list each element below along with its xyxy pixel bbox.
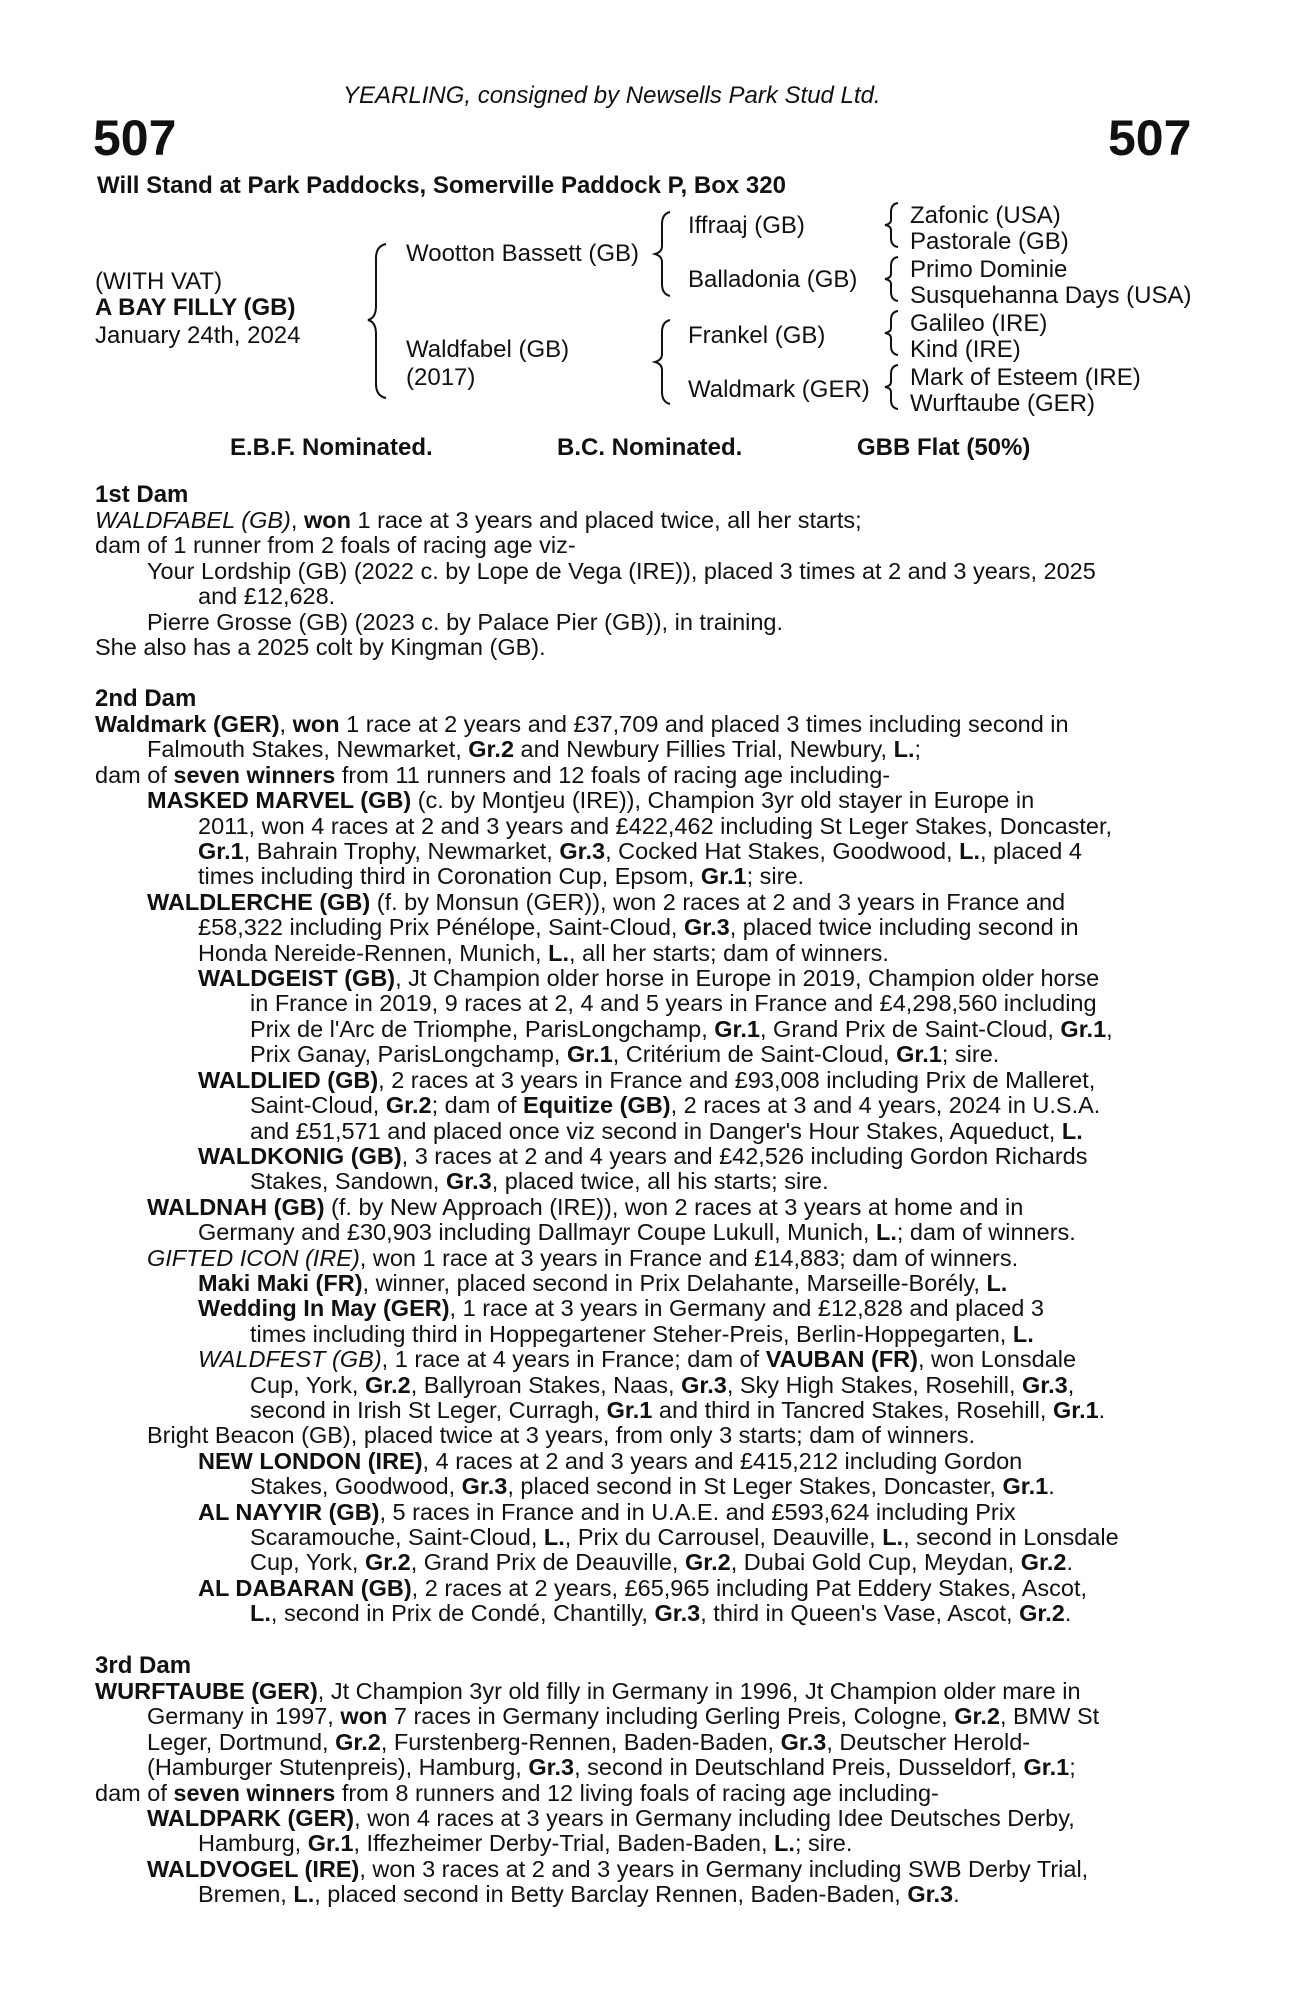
pedigree-g2: Pastorale (GB) [910, 228, 1069, 255]
third-dam-heading: 3rd Dam [95, 1652, 192, 1679]
pedigree-brace-dam [652, 316, 674, 408]
gbb-nomination: GBB Flat (50%) [857, 434, 1031, 461]
pedigree-brace-g56 [882, 308, 902, 358]
pedigree-brace-main [364, 236, 394, 406]
pedigree-brace-g34 [882, 254, 902, 304]
first-dam-heading: 1st Dam [95, 481, 189, 508]
lot-number-right: 507 [1108, 110, 1192, 166]
pedigree-g7: Mark of Esteem (IRE) [910, 364, 1141, 391]
pedigree-brace-sire [652, 208, 674, 300]
pedigree-g6: Kind (IRE) [910, 336, 1021, 363]
ebf-nomination: E.B.F. Nominated. [230, 434, 433, 461]
pedigree-sire-sire: Iffraaj (GB) [688, 212, 805, 239]
third-dam-section [95, 1653, 1099, 1908]
pedigree-g1: Zafonic (USA) [910, 202, 1061, 229]
second-dam-heading: 2nd Dam [95, 685, 197, 712]
vat-label: (WITH VAT) [95, 268, 223, 295]
second-dam-text: Waldmark (GER), won 1 race at 2 years and £37,709 and placed 3 times including second in Falmouth Stakes, Newmarket, Gr.2 and Newbury Fillies Trial, Newbury, L.; dam of seven winners from 11 runners and 12 foals of racing age including- MASKED MARVEL (GB) (c. by Montjeu (IRE)), Champion 3yr old stayer in Europe in 2011, won 4 races at 2 and 3 years and £422,462 including St Leger Stakes, Doncaster, Gr.1, Bahrain Trophy, Newmarket, Gr.3, Cocked Hat Stakes, Goodwood, L., placed 4 times including third in Coronation Cup, Epsom, Gr.1; sire. WALDLERCHE (GB) (f. by Monsun (GER)), won 2 races at 2 and 3 years in France and £58,322 including Prix Pénélope, Saint-Cloud, Gr.3, placed twice including second in Honda Nereide-Rennen, Munich, L., all her starts; dam of winners. WALDGEIST (GB), Jt Champion older horse in Europe in 2019, Champion older horse in France in 2019, 9 races at 2, 4 and 5 years in France and £4,298,560 including Prix de l'Arc de Triomphe, ParisLongchamp, Gr.1, Grand Prix de Saint-Cloud, Gr.1, Prix Ganay, ParisLongchamp, Gr.1, Critérium de Saint-Cloud, Gr.1; sire. WALDLIED (GB), 2 races at 3 years in France and £93,008 including Prix de Malleret, Saint-Cloud, Gr.2; dam of Equitize (GB), 2 races at 3 and 4 years, 2024 in U.S.A. and £51,571 and placed once viz second in Danger's Hour Stakes, Aqueduct, L. WALDKONIG (GB), 3 races at 2 and 4 years and £42,526 including Gordon Richards Stakes, Sandown, Gr.3, placed twice, all his starts; sire. WALDNAH (GB) (f. by New Approach (IRE)), won 2 races at 3 years at home and in Germany and £30,903 including Dallmayr Coupe Lukull, Munich, L.; dam of winners. GIFTED ICON (IRE), won 1 race at 3 years in France and £14,883; dam of winners. Maki Maki (FR), winner, placed second in Prix Delahante, Marseille-Borély, L. Wedding In May (GER), 1 race at 3 years in Germany and £12,828 and placed 3 times including third in Hoppegartener Steher-Preis, Berlin-Hoppegarten, L. WALDFEST (GB), 1 race at 4 years in France; dam of VAUBAN (FR), won Lonsdale Cup, York, Gr.2, Ballyroan Stakes, Naas, Gr.3, Sky High Stakes, Rosehill, Gr.3, second in Irish St Leger, Curragh, Gr.1 and third in Tancred Stakes, Rosehill, Gr.1. Bright Beacon (GB), placed twice at 3 years, from only 3 starts; dam of winners. NEW LONDON (IRE), 4 races at 2 and 3 years and £415,212 including Gordon Stakes, Goodwood, Gr.3, placed second in St Leger Stakes, Doncaster, Gr.1. AL NAYYIR (GB), 5 races in France and in U.A.E. and £593,624 including Prix Scaramouche, Saint-Cloud, L., Prix du Carrousel, Deauville, L., second in Lonsdale Cup, York, Gr.2, Grand Prix de Deauville, Gr.2, Dubai Gold Cup, Meydan, Gr.2. AL DABARAN (GB), 2 races at 2 years, £65,965 including Pat Eddery Stakes, Ascot, L., second in Prix de Condé, Chantilly, Gr.3, third in Queen's Vase, Ascot, Gr.2. [95, 711, 1119, 1627]
pedigree-brace-g12 [882, 200, 902, 250]
horse-name: A BAY FILLY (GB) [95, 294, 296, 321]
pedigree-dam-year: (2017) [406, 364, 476, 391]
pedigree-g4: Susquehanna Days (USA) [910, 282, 1192, 309]
pedigree-dam-dam: Waldmark (GER) [688, 376, 870, 403]
stand-location: Will Stand at Park Paddocks, Somerville Paddock P, Box 320 [97, 172, 786, 199]
bc-nomination: B.C. Nominated. [557, 434, 743, 461]
pedigree-dam: Waldfabel (GB) [406, 336, 570, 363]
consignment-subtitle: YEARLING, consigned by Newsells Park Stud Ltd. [343, 82, 881, 109]
pedigree-dam-sire: Frankel (GB) [688, 322, 826, 349]
pedigree-brace-g78 [882, 362, 902, 412]
pedigree-g5: Galileo (IRE) [910, 310, 1048, 337]
horse-dob: January 24th, 2024 [95, 322, 301, 349]
pedigree-sire-dam: Balladonia (GB) [688, 266, 858, 293]
pedigree-g8: Wurftaube (GER) [910, 390, 1095, 417]
second-dam-section [95, 686, 1119, 1627]
pedigree-sire: Wootton Bassett (GB) [406, 240, 639, 267]
third-dam-text: WURFTAUBE (GER), Jt Champion 3yr old filly in Germany in 1996, Jt Champion older mare in Germany in 1997, won 7 races in Germany including Gerling Preis, Cologne, Gr.2, BMW St Leger, Dortmund, Gr.2, Furstenberg-Rennen, Baden-Baden, Gr.3, Deutscher Herold- (Hamburger Stutenpreis), Hamburg, Gr.3, second in Deutschland Preis, Dusseldorf, Gr.1; dam of seven winners from 8 runners and 12 living foals of racing age including- WALDPARK (GER), won 4 races at 3 years in Germany including Idee Deutsches Derby, Hamburg, Gr.1, Iffezheimer Derby-Trial, Baden-Baden, L.; sire. WALDVOGEL (IRE), won 3 races at 2 and 3 years in Germany including SWB Derby Trial, Bremen, L., placed second in Betty Barclay Rennen, Baden-Baden, Gr.3. [95, 1678, 1100, 1908]
pedigree-g3: Primo Dominie [910, 256, 1068, 283]
first-dam-text: WALDFABEL (GB), won 1 race at 3 years and placed twice, all her starts; dam of 1 runner from 2 foals of racing age viz- Your Lordship (GB) (2022 c. by Lope de Vega (IRE)), placed 3 times at 2 and 3 years, 2025 and £12,628. Pierre Grosse (GB) (2023 c. by Palace Pier (GB)), in training. She also has a 2025 colt by Kingman (GB). [95, 507, 1096, 661]
first-dam-section [95, 482, 1096, 660]
lot-number-left: 507 [93, 110, 177, 166]
